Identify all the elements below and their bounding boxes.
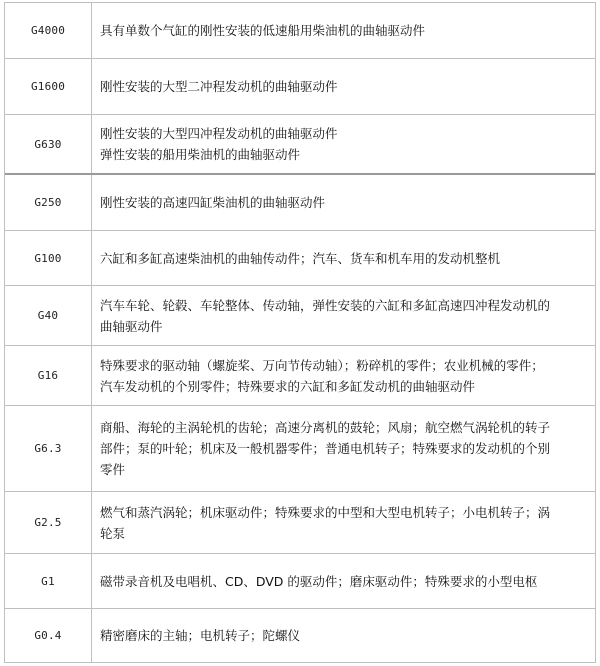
application-line: 零件 [100,462,126,477]
application-line: 精密磨床的主轴；电机转子；陀螺仪 [100,628,301,643]
application-line: 磁带录音机及电唱机、CD、DVD 的驱动件；磨床驱动件；特殊要求的小型电枢 [100,573,538,589]
application-cell [92,175,595,230]
grade-cell: G100 [5,231,92,285]
application-line: 曲轴驱动件 [100,318,163,334]
application-cell [92,492,595,553]
application-line: 汽车发动机的个别零件；特殊要求的六缸和多缸发动机的曲轴驱动件 [100,378,476,394]
table-row [5,59,595,115]
grade-cell: G2.5 [5,492,92,553]
grade-cell: G250 [5,175,92,230]
grade-cell: G6.3 [5,406,92,491]
table-row [5,286,595,346]
application-cell [92,3,595,58]
application-cell [92,231,595,285]
application-line: 汽车车轮、轮毂、车轮整体、传动轴，弹性安装的六缸和多缸高速四冲程发动机的 [100,297,551,313]
grade-cell: G1600 [5,59,92,114]
application-cell [92,115,595,173]
application-cell [92,609,595,662]
application-line: 轮泵 [100,525,126,541]
table-row [5,346,595,406]
application-line: 弹性安装的船用柴油机的曲轴驱动件 [100,147,301,162]
table-row [5,115,595,175]
grade-cell: G16 [5,346,92,405]
table-row [5,231,595,286]
grade-cell: G0.4 [5,609,92,662]
application-cell [92,59,595,114]
application-cell [92,286,595,345]
grade-cell: G1 [5,554,92,608]
grade-cell: G630 [5,115,92,173]
application-line: 具有单数个气缸的刚性安装的低速船用柴油机的曲轴驱动件 [100,23,426,38]
application-line: 商船、海轮的主涡轮机的齿轮；高速分离机的鼓轮；风扇；航空燃气涡轮机的转子 [100,420,551,435]
application-line: 部件；泵的叶轮；机床及一般机器零件；普通电机转子；特殊要求的发动机的个别 [100,441,551,456]
table-row [5,609,595,662]
application-line: 刚性安装的高速四缸柴油机的曲轴驱动件 [100,195,326,210]
table-row [5,3,595,59]
application-cell [92,406,595,491]
grade-cell: G40 [5,286,92,345]
application-cell [92,554,595,608]
balance-grade-table [4,2,596,663]
table-row [5,554,595,609]
table-row [5,492,595,554]
application-line: 六缸和多缸高速柴油机的曲轴传动件；汽车、货车和机车用的发动机整机 [100,250,501,266]
application-cell [92,346,595,405]
table-row [5,175,595,231]
application-line: 刚性安装的大型二冲程发动机的曲轴驱动件 [100,79,338,94]
application-line: 刚性安装的大型四冲程发动机的曲轴驱动件 [100,126,338,141]
application-line: 燃气和蒸汽涡轮；机床驱动件；特殊要求的中型和大型电机转子；小电机转子；涡 [100,504,551,520]
table-row [5,406,595,492]
grade-cell: G4000 [5,3,92,58]
application-line: 特殊要求的驱动轴（螺旋桨、万向节传动轴）；粉碎机的零件；农业机械的零件； [100,357,544,373]
